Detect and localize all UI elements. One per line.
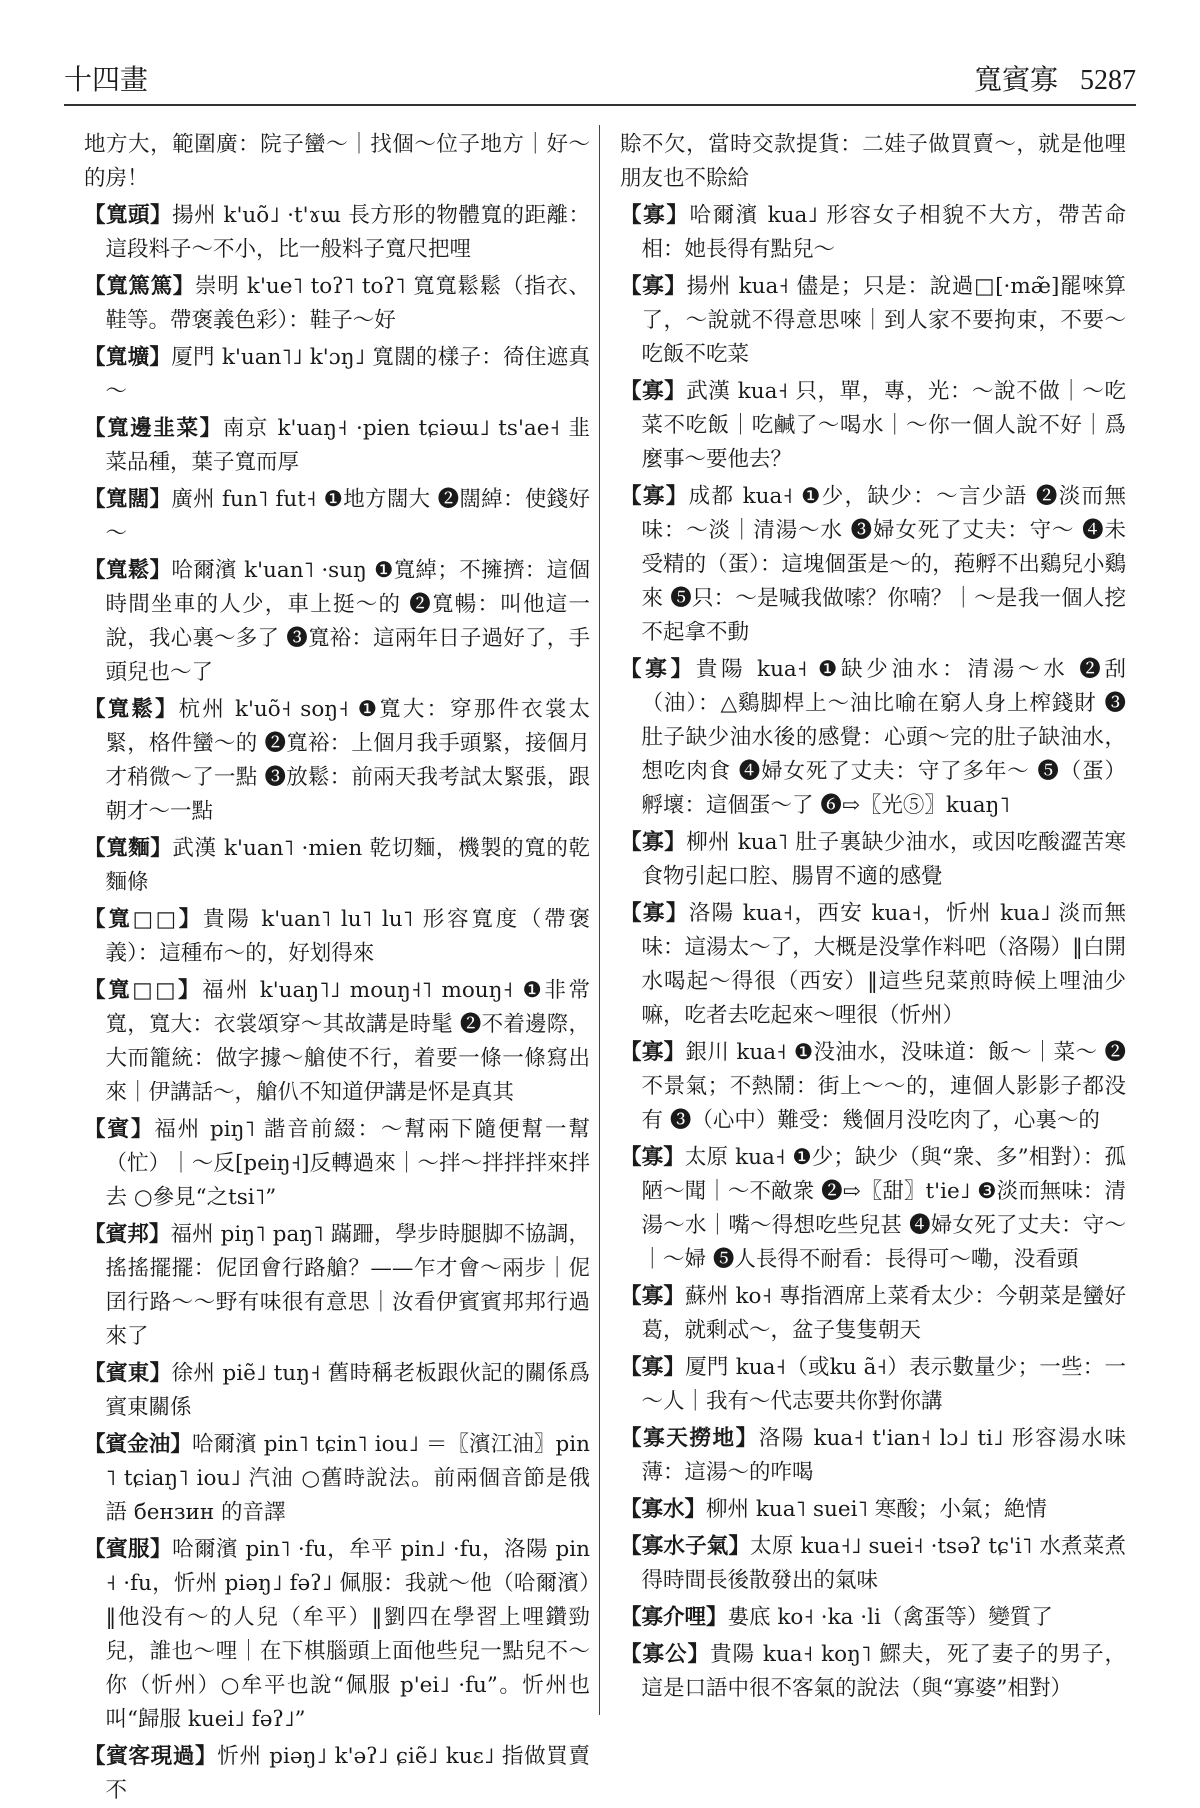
headword: 【寡】 xyxy=(620,1040,686,1065)
dictionary-entry xyxy=(84,483,590,551)
entry-text: 揚州 k'uõ˩ ·t'ɤɯ 長方形的物體寬的距離：這段料子～不小，比一般料子寬尺把哩 xyxy=(105,203,590,262)
entry-text: 洛陽 kua˧ t'ian˧ lɔ˩ ti˩ 形容湯水味薄：這湯～的咋喝 xyxy=(641,1426,1126,1485)
dictionary-entry xyxy=(84,1357,590,1425)
dictionary-entry xyxy=(620,480,1126,650)
dictionary-entry xyxy=(84,974,590,1110)
headword: 【寡】 xyxy=(620,901,689,926)
dictionary-entry xyxy=(84,199,590,267)
dictionary-entry xyxy=(620,1351,1126,1419)
dictionary-entry xyxy=(84,693,590,829)
entry-text: 崇明 k'ue˥ toʔ˥ toʔ˥ 寬寬鬆鬆（指衣、鞋等。帶褒義色彩）：鞋子～好 xyxy=(105,274,590,333)
entry-text: 太原 kua˧˩ suei˧ ·tsəʔ tɕ'i˥ 水煮菜煮得時間長後散發出的氣味 xyxy=(641,1534,1126,1593)
section-title: 十四畫 xyxy=(64,63,149,96)
entry-text: 哈爾濱 pin˥ ·fu，牟平 pin˩ ·fu，洛陽 pin˧ ·fu，忻州 piəŋ˩ fəʔ˩ 佩服：我就～他（哈爾濱）‖他没有～的人兒（牟平）‖劉四在學習上哩鑽勁兒，誰也～哩｜在下棋腦頭上面他些兒一點兒不～你（忻州）○牟平也說“佩服 p'ei˩ ·fu”。忻州也叫“歸服 kuei˩ fəʔ˩” xyxy=(105,1537,590,1732)
headword: 【寡公】 xyxy=(620,1642,711,1667)
entry-text: 貴陽 k'uan˥ lu˥ lu˥ 形容寬度（帶褒義）：這種布～的，好划得來 xyxy=(105,907,590,966)
dictionary-entry xyxy=(620,1601,1126,1635)
headword: 【寬篤篤】 xyxy=(84,274,195,299)
dictionary-entry xyxy=(620,897,1126,1033)
entry-text: 厦門 kua˧（或ku ã˧）表示數量少；一些：一～人｜我有～代志要共你對你講 xyxy=(641,1355,1126,1414)
dictionary-entry xyxy=(620,128,1126,196)
entry-text: 地方大，範圍廣：院子蠻～｜找個～位子地方｜好～的房！ xyxy=(84,132,590,191)
headword: 【寡】 xyxy=(620,274,687,299)
dictionary-entry xyxy=(620,826,1126,894)
headword: 【賓客現過】 xyxy=(84,1744,218,1769)
dictionary-entry xyxy=(620,1141,1126,1277)
entry-text: 成都 kua˧ ❶少，缺少：～言少語 ❷淡而無味：～淡｜清湯～水 ❸婦女死了丈夫：守～ ❹未受精的（蛋）：這塊個蛋是～的，菢孵不出鷄兒小鷄來 ❺只：～是喊我做嗦？你喃？｜～是我一個人挖不起拿不動 xyxy=(641,484,1126,645)
entry-text: 太原 kua˧ ❶少；缺少（與“衆、多”相對）：孤陋～聞｜～不敵衆 ❷⇨〖甜〗t'ie˩ ❸淡而無味：清湯～水｜嘴～得想吃些兒甚 ❹婦女死了丈夫：守～｜～婦 ❺人長得不耐看：長得可～嘞，没看頭 xyxy=(641,1145,1126,1272)
page-number: 5287 xyxy=(1080,65,1136,96)
entry-text: 南京 k'uaŋ˧ ·pien tɕiəɯ˩ ts'ae˧ 韭菜品種，葉子寬而厚 xyxy=(105,416,590,475)
headword: 【寡介哩】 xyxy=(620,1605,728,1630)
headword: 【賓】 xyxy=(84,1117,155,1142)
entry-text: 柳州 kua˥ suei˥ 寒酸；小氣；絶情 xyxy=(706,1497,1047,1522)
headword: 【寡天撈地】 xyxy=(620,1426,759,1451)
dictionary-entry xyxy=(84,1113,590,1215)
entry-text: 武漢 k'uan˥ ·mien 乾切麵，機製的寬的乾麵條 xyxy=(105,836,590,895)
dictionary-entry xyxy=(84,128,590,196)
dictionary-entry xyxy=(620,1036,1126,1138)
entry-text: 哈爾濱 k'uan˥ ·suŋ ❶寬綽；不擁擠：這個時間坐車的人少，車上挺～的 ❷寬暢：叫他這一說，我心裏～多了 ❸寬裕：這兩年日子過好了，手頭兒也～了 xyxy=(105,558,590,685)
headword: 【寡】 xyxy=(620,1284,686,1309)
headword: 【寬鬆】 xyxy=(84,558,172,583)
headword: 【寡】 xyxy=(620,379,687,404)
headword: 【寡】 xyxy=(620,203,690,228)
dictionary-entry xyxy=(84,341,590,409)
dictionary-entry xyxy=(84,1428,590,1530)
entry-text: 揚州 kua˧ 儘是；只是：說過□[·mæ̃]罷唻算了，～說就不得意思唻｜到人家不要拘束，不要～吃飯不吃菜 xyxy=(641,274,1126,367)
entry-text: 賒不欠，當時交款提貨：二娃子做買賣～，就是他哩朋友也不賒給 xyxy=(620,132,1126,191)
headword: 【寬麵】 xyxy=(84,836,173,861)
headword: 【寡水子氣】 xyxy=(620,1534,751,1559)
header-chars: 寬賓寡 xyxy=(973,63,1058,96)
headword: 【賓邦】 xyxy=(84,1222,171,1247)
headword: 【寡】 xyxy=(620,1355,686,1380)
dictionary-entry xyxy=(620,1530,1126,1598)
entry-text: 柳州 kua˥ 肚子裏缺少油水，或因吃酸澀苦寒食物引起口腔、腸胃不適的感覺 xyxy=(641,830,1126,889)
headword: 【寬闊】 xyxy=(84,487,172,512)
right-column xyxy=(620,128,1126,1716)
headword: 【寡】 xyxy=(620,484,689,509)
entry-text: 貴陽 kua˧ koŋ˥ 鰥夫，死了妻子的男子，這是口語中很不客氣的說法（與“寡婆”相對） xyxy=(641,1642,1126,1701)
dictionary-entry xyxy=(84,1740,590,1808)
dictionary-entry xyxy=(84,903,590,971)
entry-text: 貴陽 kua˧ ❶缺少油水：清湯～水 ❷刮（油）：△鷄脚桿上～油比喻在窮人身上榨錢財 ❸肚子缺少油水後的感覺：心頭～完的肚子缺油水，想吃肉食 ❹婦女死了丈夫：守了多年～ ❺（蛋）孵壞：這個蛋～了 ❻⇨〖光⑤〗kuaŋ˥ xyxy=(641,657,1126,818)
entry-text: 武漢 kua˧ 只，單，專，光：～說不做｜～吃菜不吃飯｜吃鹹了～喝水｜～你一個人說不好｜爲麼事～要他去？ xyxy=(641,379,1126,472)
headword: 【寬□□】 xyxy=(84,978,203,1003)
left-column xyxy=(84,128,590,1803)
entry-text: 婁底 ko˧ ·ka ·li（禽蛋等）變質了 xyxy=(727,1605,1053,1630)
dictionary-entry xyxy=(620,1638,1126,1706)
dictionary-entry xyxy=(620,1422,1126,1490)
dictionary-entry xyxy=(84,412,590,480)
entry-text: 洛陽 kua˧，西安 kua˧，忻州 kua˩ 淡而無味：這湯太～了，大概是没掌作料吧（洛陽）‖白開水喝起～得很（西安）‖這些兒菜煎時候上哩油少嘛，吃者去吃起來～哩很（忻州） xyxy=(641,901,1126,1028)
entry-text: 忻州 piəŋ˩ k'əʔ˩ ɕiẽ˩ kuɛ˩ 指做買賣不 xyxy=(105,1744,590,1803)
headword: 【寬頭】 xyxy=(84,203,173,228)
entry-text: 廣州 fun˥ fut˧ ❶地方闊大 ❷闊綽：使錢好～ xyxy=(105,487,590,546)
dictionary-entry xyxy=(84,832,590,900)
entry-text: 哈爾濱 kua˩ 形容女子相貌不大方，帶苦命相：她長得有點兒～ xyxy=(641,203,1126,262)
entry-text: 徐州 piẽ˩ tuŋ˧ 舊時稱老板跟伙記的關係爲賓東關係 xyxy=(105,1361,590,1420)
headword: 【寬壙】 xyxy=(84,345,172,370)
entry-text: 銀川 kua˧ ❶没油水，没味道：飯～｜菜～ ❷不景氣；不熱鬧：街上～～的，連個人影影子都没有 ❸（心中）難受：幾個月没吃肉了，心裏～的 xyxy=(641,1040,1126,1133)
dictionary-entry xyxy=(620,199,1126,267)
entry-text: 蘇州 ko˧ 專指酒席上菜肴太少：今朝菜是蠻好葛，就剩忒～，盆子隻隻朝天 xyxy=(641,1284,1126,1343)
headword: 【寬邊韭菜】 xyxy=(84,416,223,441)
dictionary-entry xyxy=(620,375,1126,477)
headword: 【寡水】 xyxy=(620,1497,707,1522)
entry-text: 福州 piŋ˥ 諧音前綴：～幫兩下隨便幫一幫（忙）｜～反[peiŋ˧]反轉過來｜～拌～拌拌拌來拌去 ○參見“之tsi˥” xyxy=(105,1117,590,1210)
headword: 【寡】 xyxy=(620,657,696,682)
dictionary-entry xyxy=(620,1280,1126,1348)
entry-text: 福州 piŋ˥ paŋ˥ 蹣跚，學步時腿脚不協調，搖搖擺擺：伲囝會行路艙？——乍才會～兩步｜伲囝行路～～野有味很有意思｜汝看伊賓賓邦邦行過來了 xyxy=(105,1222,590,1349)
headword: 【寡】 xyxy=(620,830,687,855)
dictionary-entry xyxy=(620,1493,1126,1527)
headword: 【寬鬆】 xyxy=(84,697,179,722)
headword: 【寬□□】 xyxy=(84,907,204,932)
dictionary-entry xyxy=(84,270,590,338)
entry-text: 杭州 k'uõ˧ soŋ˧ ❶寬大：穿那件衣裳太緊，格件蠻～的 ❷寬裕：上個月我手頭緊，接個月才稍微～了一點 ❸放鬆：前兩天我考試太緊張，跟朝才～一點 xyxy=(105,697,590,824)
dictionary-entry xyxy=(620,270,1126,372)
headword: 【寡】 xyxy=(620,1145,685,1170)
header-right xyxy=(974,58,1136,98)
dictionary-entry xyxy=(84,1533,590,1737)
headword: 【賓服】 xyxy=(84,1537,173,1562)
entry-text: 福州 k'uaŋ˥˩ mouŋ˧˥ mouŋ˧ ❶非常寬，寬大：衣裳頌穿～其故講是時髦 ❷不着邊際，大而籠統：做字據～艙使不行，着要一條一條寫出來｜伊講話～，艙仈不知道伊講是怀是真其 xyxy=(105,978,590,1105)
dictionary-entry xyxy=(84,554,590,690)
entry-text: 厦門 k'uan˥˩ k'ɔŋ˩ 寬闊的樣子：徛住遮真～ xyxy=(105,345,590,404)
headword: 【賓東】 xyxy=(84,1361,172,1386)
dictionary-entry xyxy=(84,1218,590,1354)
page-header xyxy=(64,62,1136,106)
headword: 【賓金油】 xyxy=(84,1432,192,1457)
dictionary-entry xyxy=(620,653,1126,823)
column-divider xyxy=(599,125,600,1715)
entry-text: 哈爾濱 pin˥ tɕin˥ iou˩ ＝〖濱江油〗pin˥ tɕiaŋ˥ iou˩ 汽油 ○舊時說法。前兩個音節是俄語 бензин 的音譯 xyxy=(105,1432,590,1525)
